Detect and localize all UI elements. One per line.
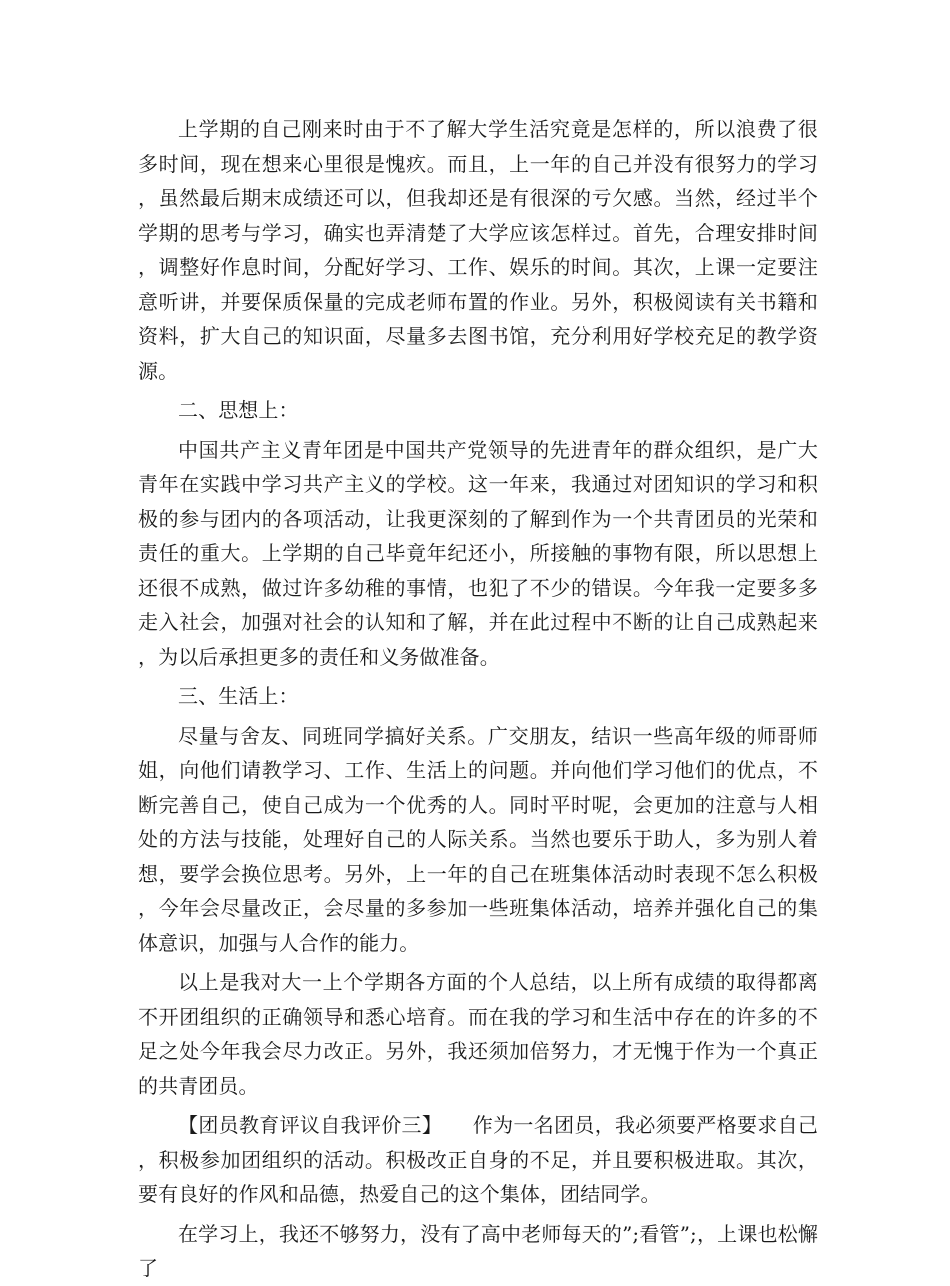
paragraph-summary: 以上是我对大一上个学期各方面的个人总结，以上所有成绩的取得都离不开团组织的正确领导和悉心培育。而在我的学习和生活中存在的许多的不足之处今年我会尽力改正。另外，我还须加倍努力，才无愧于作为一个真正的共青团员。 — [138, 970, 818, 1098]
paragraph-thought: 中国共产主义青年团是中国共产党领导的先进青年的群众组织，是广大青年在实践中学习共产主义的学校。这一年来，我通过对团知识的学习和积极的参与团内的各项活动，让我更深刻的了解到作为一个共青团员的光荣和责任的重大。上学期的自己毕竟年纪还小，所接触的事物有限，所以思想上还很不成熟，做过许多幼稚的事情，也犯了不少的错误。今年我一定要多多走入社会，加强对社会的认知和了解，并在此过程中不断的让自己成熟起来，为以后承担更多的责任和义务做准备。 — [138, 437, 818, 669]
paragraph-study-continued: 在学习上，我还不够努力，没有了高中老师每天的”;看管”;，上课也松懈了 — [138, 1221, 818, 1280]
section-heading-life: 三、生活上： — [178, 684, 299, 708]
paragraph-self-evaluation-three: 【团员教育评议自我评价三】 作为一名团员，我必须要严格要求自己，积极参加团组织的活动。积极改正自身的不足，并且要积极进取。其次，要有良好的作风和品德，热爱自己的这个集体，团结同学。 — [138, 1113, 818, 1206]
document-body — [138, 112, 818, 1286]
paragraph-study-reflection: 上学期的自己刚来时由于不了解大学生活究竟是怎样的，所以浪费了很多时间，现在想来心里很是愧疚。而且，上一年的自己并没有很努力的学习，虽然最后期末成绩还可以，但我却还是有很深的亏欠感。当然，经过半个学期的思考与学习，确实也弄清楚了大学应该怎样过。首先，合理安排时间，调整好作息时间，分配好学习、工作、娱乐的时间。其次，上课一定要注意听讲，并要保质保量的完成老师布置的作业。另外，积极阅读有关书籍和资料，扩大自己的知识面，尽量多去图书馆，充分利用好学校充足的教学资源。 — [138, 117, 818, 383]
paragraph-life: 尽量与舍友、同班同学搞好关系。广交朋友，结识一些高年级的师哥师姐，向他们请教学习、工作、生活上的问题。并向他们学习他们的优点，不断完善自己，使自己成为一个优秀的人。同时平时呢，会更加的注意与人相处的方法与技能，处理好自己的人际关系。当然也要乐于助人，多为别人着想，要学会换位思考。另外，上一年的自己在班集体活动时表现不怎么积极，今年会尽量改正，会尽量的多参加一些班集体活动，培养并强化自己的集体意识，加强与人合作的能力。 — [138, 723, 818, 955]
section-heading-thought: 二、思想上： — [178, 398, 299, 422]
